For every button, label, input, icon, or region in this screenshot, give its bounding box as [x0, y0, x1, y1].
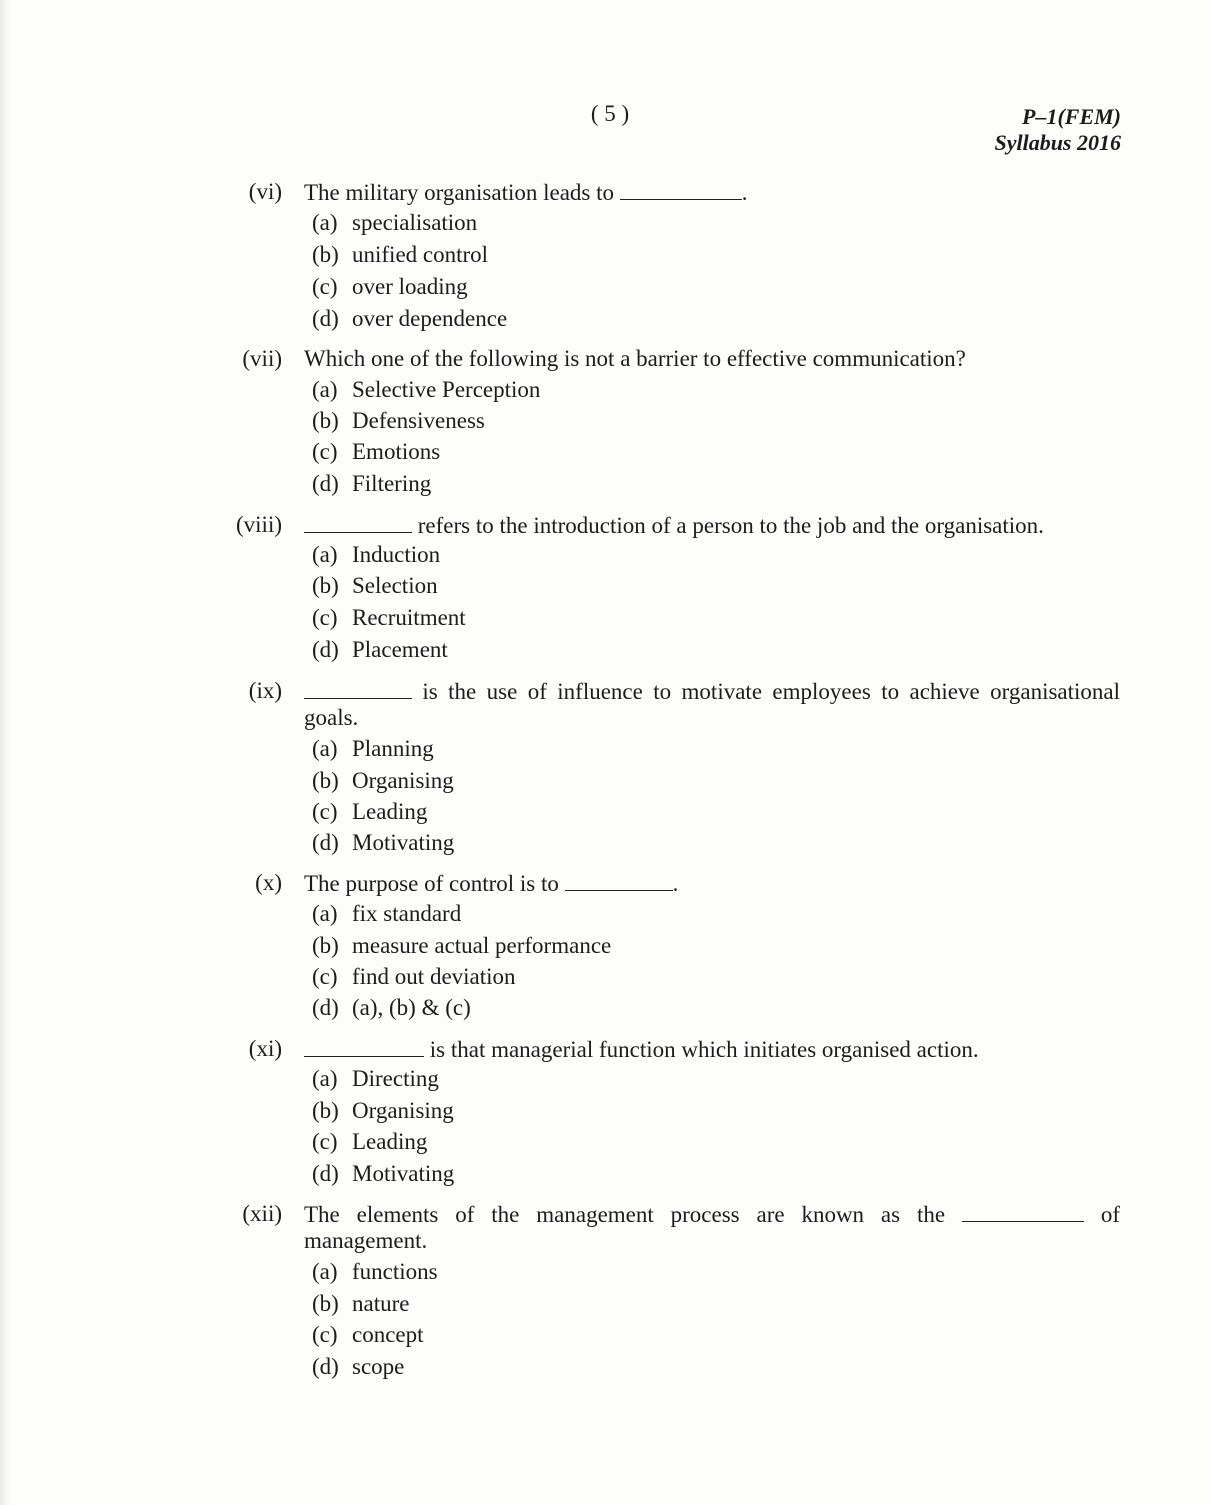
option-letter: (b)	[312, 408, 339, 433]
option-text: Emotions	[352, 439, 441, 464]
option-b	[312, 1098, 454, 1124]
question-text	[304, 678, 1120, 731]
question-number: (vii)	[242, 346, 282, 371]
option-d	[312, 306, 507, 332]
option-c	[312, 799, 427, 825]
option-letter: (c)	[312, 1322, 338, 1347]
option-c	[312, 964, 516, 990]
option-text: Planning	[352, 736, 434, 761]
option-text: Recruitment	[352, 605, 466, 630]
answer-blank	[620, 179, 742, 200]
answer-blank	[304, 678, 412, 699]
option-text: over dependence	[352, 306, 508, 331]
question-number: (xi)	[248, 1036, 282, 1061]
option-text: scope	[352, 1354, 405, 1379]
option-c	[312, 274, 468, 300]
option-b	[312, 768, 454, 794]
option-text: find out deviation	[352, 964, 516, 989]
paper-code: P–1(FEM)	[1022, 104, 1121, 129]
question-number: (vi)	[248, 179, 282, 204]
question-text	[304, 179, 1120, 206]
option-d	[312, 471, 431, 497]
question-text	[304, 870, 1120, 897]
option-letter: (c)	[312, 274, 338, 299]
option-letter: (d)	[312, 471, 339, 496]
option-a	[312, 901, 461, 927]
question-number: (xii)	[242, 1201, 282, 1226]
option-letter: (d)	[312, 1161, 339, 1186]
question-text	[304, 1036, 1120, 1063]
option-text: Selective Perception	[352, 377, 541, 402]
scan-page-edge	[0, 0, 10, 1505]
question-number: (ix)	[248, 678, 282, 703]
option-a	[312, 1066, 439, 1092]
option-text: concept	[352, 1322, 424, 1347]
option-text: functions	[352, 1259, 438, 1284]
option-letter: (b)	[312, 573, 339, 598]
option-text: Selection	[352, 573, 438, 598]
option-text: (a), (b) & (c)	[352, 995, 471, 1020]
option-letter: (d)	[312, 830, 339, 855]
option-letter: (d)	[312, 637, 339, 662]
option-letter: (a)	[312, 736, 338, 761]
question-text-before: The purpose of control is to	[304, 871, 565, 896]
option-c	[312, 439, 440, 465]
question-text	[304, 512, 1120, 539]
option-a	[312, 210, 477, 236]
option-d	[312, 995, 471, 1021]
paper-code-block	[994, 104, 1121, 156]
option-letter: (a)	[312, 210, 338, 235]
question-text	[304, 1201, 1120, 1254]
question-text-before: The military organisation leads to	[304, 180, 620, 205]
answer-blank	[304, 1036, 424, 1057]
question-text-after: .	[741, 180, 748, 205]
question-text-after: is that managerial function which initiates organised action.	[424, 1037, 979, 1062]
option-a	[312, 377, 540, 403]
option-letter: (c)	[312, 1129, 338, 1154]
option-b	[312, 933, 611, 959]
option-text: Directing	[352, 1066, 439, 1091]
option-text: nature	[352, 1291, 410, 1316]
option-d	[312, 1161, 454, 1187]
option-letter: (c)	[312, 439, 338, 464]
option-c	[312, 1322, 424, 1348]
question-text-after: of management.	[304, 1202, 1120, 1253]
option-letter: (c)	[312, 964, 338, 989]
option-letter: (b)	[312, 1291, 339, 1316]
option-letter: (b)	[312, 768, 339, 793]
option-text: fix standard	[352, 901, 462, 926]
question-text-after: .	[672, 871, 679, 896]
page-number: ( 5 )	[590, 101, 630, 126]
option-a	[312, 542, 440, 568]
option-letter: (d)	[312, 306, 339, 331]
option-text: Organising	[352, 1098, 454, 1123]
option-text: Placement	[352, 637, 448, 662]
option-letter: (b)	[312, 1098, 339, 1123]
syllabus-year: Syllabus 2016	[994, 130, 1121, 155]
option-letter: (c)	[312, 605, 338, 630]
option-letter: (d)	[312, 995, 339, 1020]
question-number: (x)	[255, 870, 282, 895]
option-text: Induction	[352, 542, 441, 567]
option-c	[312, 605, 466, 631]
option-d	[312, 637, 448, 663]
option-letter: (a)	[312, 1259, 338, 1284]
option-letter: (b)	[312, 933, 339, 958]
option-b	[312, 1291, 409, 1317]
option-letter: (d)	[312, 1354, 339, 1379]
option-a	[312, 736, 434, 762]
option-letter: (b)	[312, 242, 339, 267]
option-text: Leading	[352, 799, 428, 824]
option-text: specialisation	[352, 210, 478, 235]
option-text: measure actual performance	[352, 933, 612, 958]
option-b	[312, 242, 488, 268]
option-b	[312, 573, 438, 599]
option-text: Defensiveness	[352, 408, 485, 433]
answer-blank	[304, 512, 412, 533]
option-d	[312, 830, 454, 856]
option-text: Motivating	[352, 830, 455, 855]
question-text-after: refers to the introduction of a person to the job and the organisation.	[412, 513, 1044, 538]
option-text: Motivating	[352, 1161, 455, 1186]
option-b	[312, 408, 485, 434]
option-c	[312, 1129, 427, 1155]
question-number: (viii)	[236, 512, 282, 537]
option-a	[312, 1259, 438, 1285]
question-text: Which one of the following is not a barrier to effective communication?	[304, 346, 966, 371]
question-text-before: The elements of the management process are known as the	[304, 1202, 962, 1227]
option-letter: (a)	[312, 377, 338, 402]
option-letter: (a)	[312, 901, 338, 926]
answer-blank	[962, 1201, 1084, 1222]
option-letter: (c)	[312, 799, 338, 824]
question-text-after: is the use of influence to motivate employees to achieve organisational goals.	[304, 679, 1120, 730]
option-letter: (a)	[312, 542, 338, 567]
answer-blank	[565, 870, 673, 891]
option-text: over loading	[352, 274, 468, 299]
option-text: unified control	[352, 242, 489, 267]
option-text: Organising	[352, 768, 454, 793]
option-text: Leading	[352, 1129, 428, 1154]
option-letter: (a)	[312, 1066, 338, 1091]
option-d	[312, 1354, 404, 1380]
option-text: Filtering	[352, 471, 432, 496]
